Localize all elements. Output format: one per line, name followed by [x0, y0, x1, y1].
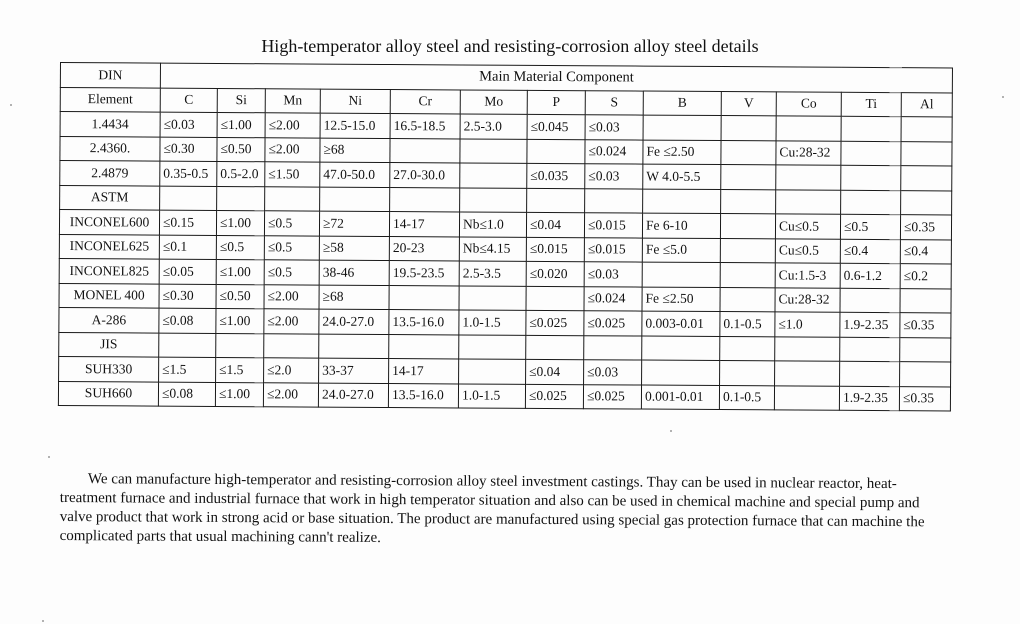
value-cell-c: ≤0.03	[160, 112, 217, 137]
value-cell-c: ≤0.30	[159, 284, 216, 309]
value-cell-c: ≤0.1	[159, 235, 216, 260]
column-header-b: B	[643, 91, 721, 116]
value-cell-mo	[459, 359, 526, 384]
value-cell-si: ≤1.00	[215, 382, 263, 407]
value-cell-p	[526, 335, 584, 360]
value-cell-ni	[320, 187, 390, 212]
row-label-cell: ASTM	[60, 185, 160, 210]
value-cell-co	[775, 361, 840, 386]
value-cell-v: 0.1-0.5	[720, 312, 775, 337]
column-header-mo: Mo	[460, 89, 527, 114]
value-cell-p: ≤0.04	[526, 359, 584, 384]
value-cell-ti	[840, 337, 900, 362]
value-cell-ni: 24.0-27.0	[318, 383, 388, 408]
row-label-cell: SUH330	[59, 356, 159, 381]
value-cell-mo	[459, 334, 526, 359]
value-cell-c: ≤0.15	[159, 210, 216, 235]
value-cell-mn	[265, 186, 320, 211]
value-cell-mo: 2.5-3.0	[460, 114, 527, 139]
value-cell-v	[720, 361, 775, 386]
value-cell-mn: ≤2.00	[263, 382, 318, 407]
value-cell-mo	[459, 285, 526, 310]
value-cell-co	[776, 116, 841, 141]
row-label-cell: MONEL 400	[59, 283, 159, 308]
value-cell-ti	[840, 288, 900, 313]
value-cell-cr	[389, 334, 459, 359]
value-cell-ti	[841, 141, 901, 166]
value-cell-cr: 19.5-23.5	[389, 261, 459, 286]
value-cell-al	[901, 117, 952, 142]
value-cell-v	[720, 238, 775, 263]
value-cell-s: ≤0.03	[584, 262, 642, 287]
value-cell-mo	[460, 138, 527, 163]
row-label-cell: INCONEL625	[59, 234, 159, 259]
value-cell-c	[159, 333, 216, 358]
value-cell-s	[585, 188, 643, 213]
scan-speck	[670, 430, 672, 432]
value-cell-co: Cu:1.5-3	[775, 263, 840, 288]
value-cell-b: W 4.0-5.5	[643, 164, 721, 189]
value-cell-v	[721, 165, 776, 190]
value-cell-b: Fe ≤2.50	[643, 140, 721, 165]
value-cell-cr	[390, 187, 460, 212]
value-cell-mn: ≤2.00	[265, 137, 320, 162]
value-cell-al	[901, 141, 952, 166]
value-cell-ti	[841, 190, 901, 215]
value-cell-mn: ≤0.5	[264, 211, 319, 236]
column-header-co: Co	[776, 91, 841, 116]
value-cell-v	[720, 336, 775, 361]
value-cell-b	[642, 336, 720, 361]
value-cell-s: ≤0.015	[584, 213, 642, 238]
value-cell-p: ≤0.04	[526, 212, 584, 237]
value-cell-mo: Nb≤1.0	[459, 212, 526, 237]
value-cell-ni	[319, 334, 389, 359]
value-cell-b	[642, 360, 720, 385]
column-header-ti: Ti	[841, 92, 901, 117]
value-cell-b	[642, 262, 720, 287]
value-cell-cr	[390, 138, 460, 163]
value-cell-co: Cu:28-32	[775, 287, 840, 312]
value-cell-s: ≤0.025	[583, 384, 641, 409]
value-cell-mo	[460, 163, 527, 188]
value-cell-s: ≤0.024	[584, 286, 642, 311]
value-cell-ni: 33-37	[319, 358, 389, 383]
row-label-cell: 2.4879	[60, 161, 160, 186]
value-cell-mo: Nb≤4.15	[459, 236, 526, 261]
scan-speck	[1002, 96, 1004, 98]
scan-speck	[10, 104, 12, 106]
column-header-ni: Ni	[320, 89, 390, 114]
value-cell-s: ≤0.024	[585, 139, 643, 164]
value-cell-si: ≤1.00	[216, 308, 264, 333]
value-cell-cr: 20-23	[389, 236, 459, 261]
value-cell-v	[721, 140, 776, 165]
din-header-cell: DIN	[60, 63, 160, 88]
value-cell-co	[774, 385, 839, 410]
description-paragraph: We can manufacture high-temperator and resisting-corrosion alloy steel investment castings. Thay can be used in nuclear reactor, heat-treatment furnace and industrial furnace that work in high temperator situation and also can be used in chemical machine and special pump and valve product that work in strong acid or base situation. The product are manufactured using special gas protection furnace that can machine the complicated parts that usual machining cann't realize.	[59, 471, 925, 546]
value-cell-ni: 38-46	[319, 260, 389, 285]
value-cell-al	[901, 190, 952, 215]
value-cell-al: ≤0.4	[900, 239, 951, 264]
value-cell-mo	[460, 187, 527, 212]
value-cell-c: ≤0.30	[160, 137, 217, 162]
value-cell-al: ≤0.2	[900, 264, 951, 289]
value-cell-p: ≤0.025	[526, 310, 584, 335]
column-header-c: C	[160, 88, 217, 113]
value-cell-p: ≤0.015	[526, 237, 584, 262]
column-header-p: P	[527, 90, 585, 115]
row-label-cell: SUH660	[58, 381, 158, 406]
value-cell-v: 0.1-0.5	[719, 385, 774, 410]
value-cell-ti	[841, 165, 901, 190]
scan-speck	[48, 456, 50, 458]
value-cell-c: ≤0.05	[159, 259, 216, 284]
value-cell-v	[720, 263, 775, 288]
row-label-cell: INCONEL600	[59, 210, 159, 235]
value-cell-p: ≤0.045	[527, 114, 585, 139]
row-label-cell: INCONEL825	[59, 258, 159, 283]
value-cell-si	[216, 333, 264, 358]
value-cell-p	[527, 188, 585, 213]
value-cell-s: ≤0.025	[584, 311, 642, 336]
row-label-cell: A-286	[59, 307, 159, 332]
document-title-text: High-temperator alloy steel and resisting-corrosion alloy steel details	[261, 36, 759, 56]
value-cell-si	[217, 186, 265, 211]
value-cell-c: ≤0.08	[159, 308, 216, 333]
value-cell-cr: 13.5-16.0	[389, 310, 459, 335]
value-cell-b	[643, 115, 721, 140]
column-header-al: Al	[901, 92, 952, 117]
value-cell-s: ≤0.015	[584, 237, 642, 262]
value-cell-cr	[389, 285, 459, 310]
value-cell-p	[526, 286, 584, 311]
value-cell-mn: ≤2.00	[265, 113, 320, 138]
value-cell-co: ≤1.0	[775, 312, 840, 337]
value-cell-c: ≤0.08	[158, 382, 215, 407]
value-cell-p: ≤0.025	[525, 384, 583, 409]
column-header-si: Si	[217, 88, 265, 113]
value-cell-al	[900, 337, 951, 362]
value-cell-s: ≤0.03	[585, 164, 643, 189]
value-cell-p: ≤0.035	[527, 163, 585, 188]
value-cell-si: ≤0.5	[216, 235, 264, 260]
value-cell-ni: 47.0-50.0	[320, 162, 390, 187]
value-cell-si: ≤0.50	[217, 137, 265, 162]
table-row	[58, 381, 950, 411]
value-cell-co: Cu≤0.5	[775, 214, 840, 239]
value-cell-b: Fe 6-10	[642, 213, 720, 238]
value-cell-co: Cu:28-32	[776, 140, 841, 165]
value-cell-mo: 2.5-3.5	[459, 261, 526, 286]
value-cell-mn: ≤2.00	[264, 284, 319, 309]
value-cell-mn: ≤2.00	[264, 309, 319, 334]
main-component-header: Main Material Component	[160, 63, 952, 92]
column-header-s: S	[585, 90, 643, 115]
row-label-cell: JIS	[59, 332, 159, 357]
value-cell-mn	[264, 333, 319, 358]
value-cell-al: ≤0.35	[900, 215, 951, 240]
value-cell-v	[721, 116, 776, 141]
scan-speck	[42, 620, 44, 622]
value-cell-ti	[840, 361, 900, 386]
value-cell-ni: ≥68	[320, 138, 390, 163]
column-header-mn: Mn	[265, 88, 320, 113]
value-cell-v	[720, 214, 775, 239]
value-cell-si: ≤1.00	[217, 112, 265, 137]
column-header-cr: Cr	[390, 89, 460, 114]
value-cell-s: ≤0.03	[585, 115, 643, 140]
value-cell-si: ≤0.50	[216, 284, 264, 309]
value-cell-mn: ≤1.50	[265, 162, 320, 187]
value-cell-s	[584, 335, 642, 360]
value-cell-al: ≤0.35	[900, 313, 951, 338]
value-cell-ti: 1.9-2.35	[839, 386, 899, 411]
value-cell-ti: ≤0.4	[840, 239, 900, 264]
value-cell-c: ≤1.5	[159, 357, 216, 382]
value-cell-si: ≤1.00	[216, 210, 264, 235]
value-cell-al: ≤0.35	[899, 386, 950, 411]
element-header-cell: Element	[60, 87, 160, 112]
value-cell-mn: ≤0.5	[264, 260, 319, 285]
value-cell-mo: 1.0-1.5	[459, 310, 526, 335]
value-cell-cr: 14-17	[389, 359, 459, 384]
value-cell-p: ≤0.020	[526, 261, 584, 286]
value-cell-c: 0.35-0.5	[160, 161, 217, 186]
value-cell-al	[900, 288, 951, 313]
value-cell-al	[901, 166, 952, 191]
value-cell-b: Fe ≤5.0	[642, 238, 720, 263]
value-cell-b: 0.001-0.01	[641, 385, 719, 410]
value-cell-b	[643, 189, 721, 214]
value-cell-co: Cu≤0.5	[775, 238, 840, 263]
row-label-cell: 1.4434	[60, 112, 160, 137]
value-cell-ni: 12.5-15.0	[320, 113, 390, 138]
value-cell-ni: ≥72	[319, 211, 389, 236]
value-cell-co	[775, 336, 840, 361]
value-cell-si: 0.5-2.0	[217, 161, 265, 186]
value-cell-ti: 0.6-1.2	[840, 263, 900, 288]
value-cell-s: ≤0.03	[584, 360, 642, 385]
value-cell-v	[720, 287, 775, 312]
document-title	[0, 36, 1020, 57]
value-cell-ni: ≥58	[319, 236, 389, 261]
value-cell-ni: ≥68	[319, 285, 389, 310]
value-cell-co	[776, 165, 841, 190]
value-cell-ti: ≤0.5	[840, 214, 900, 239]
value-cell-cr: 14-17	[389, 212, 459, 237]
value-cell-si: ≤1.00	[216, 259, 264, 284]
value-cell-mn: ≤2.0	[264, 358, 319, 383]
value-cell-mo: 1.0-1.5	[458, 383, 525, 408]
value-cell-b: 0.003-0.01	[642, 311, 720, 336]
value-cell-p	[527, 139, 585, 164]
value-cell-cr: 13.5-16.0	[388, 383, 458, 408]
value-cell-c	[160, 186, 217, 211]
column-header-v: V	[721, 91, 776, 116]
value-cell-co	[776, 189, 841, 214]
value-cell-cr: 16.5-18.5	[390, 114, 460, 139]
row-label-cell: 2.4360.	[60, 136, 160, 161]
value-cell-b: Fe ≤2.50	[642, 287, 720, 312]
alloy-spec-table	[58, 62, 953, 411]
value-cell-ti	[841, 116, 901, 141]
value-cell-al	[900, 362, 951, 387]
value-cell-ti: 1.9-2.35	[840, 312, 900, 337]
value-cell-cr: 27.0-30.0	[390, 163, 460, 188]
value-cell-si: ≤1.5	[216, 357, 264, 382]
value-cell-mn: ≤0.5	[264, 235, 319, 260]
value-cell-ni: 24.0-27.0	[319, 309, 389, 334]
spec-table-body	[58, 63, 952, 411]
value-cell-v	[721, 189, 776, 214]
